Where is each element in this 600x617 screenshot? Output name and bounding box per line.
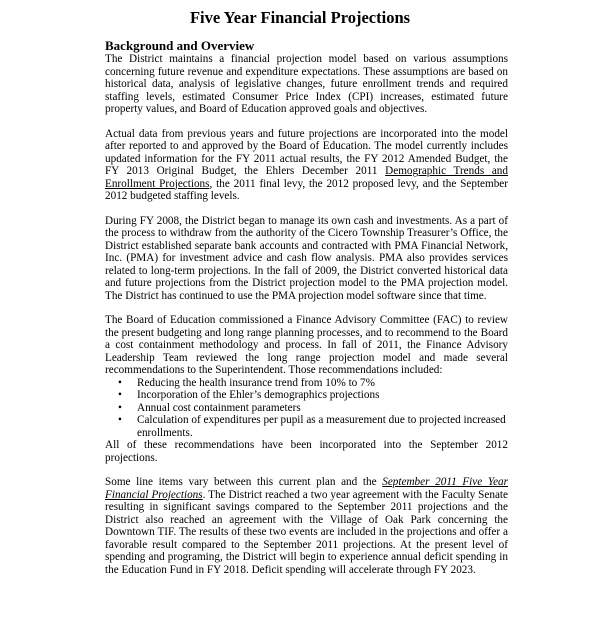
document-body (105, 38, 508, 588)
paragraph-fac (105, 314, 508, 377)
september-2011-projections-link[interactable]: September 2011 Five Year Financial Projections (105, 476, 508, 501)
paragraph-assumptions (105, 53, 508, 116)
document-title: Five Year Financial Projections (189, 8, 411, 27)
list-item: • Annual cost containment parameters (105, 402, 508, 415)
list-item: • Calculation of expenditures per pupil as a measurement due to projected increased enrollments. (105, 414, 508, 439)
paragraph-fac-text: The Board of Education commissioned a Finance Advisory Committee (FAC) to review the present budgeting and long range planning processes, and to recommend to the Board a cost containment methodology and process. In fall of 2011, the Finance Advisory Leadership Team reviewed the long range projection model and made several recommendations to the Superintendent. Those recommendations included: (105, 314, 508, 376)
recommendations-list (105, 377, 508, 440)
paragraph-line-items-text-a: Some line items vary between this current plan and the (105, 476, 383, 488)
paragraph-line-items (105, 476, 508, 576)
paragraph-assumptions-text: The District maintains a financial projection model based on various assumptions concerning future revenue and expenditure expectations. These assumptions are based on historical data, analysis of legislative changes, future enrollment trends and required staffing levels, estimated Consumer Price Index (CPI) increases, estimated future property values, and Board of Education approved goals and objectives. (105, 53, 508, 115)
paragraph-actual-data (105, 128, 508, 203)
paragraph-cash-management (105, 215, 508, 303)
paragraph-incorporated (105, 439, 508, 464)
paragraph-incorporated-text: All of these recommendations have been incorporated into the September 2012 projections. (105, 439, 508, 464)
list-item: • Reducing the health insurance trend from 10% to 7% (105, 377, 508, 390)
section-heading: Background and Overview (105, 38, 255, 53)
paragraph-line-items-text-b: . The District reached a two year agreement with the Faculty Senate resulting in significant savings compared to the September 2011 projections and the District also reached an agreement with the Village of Oak Park concerning the Downtown TIF. The results of these two events are included in the projections and offer a favorable result compared to the September 2011 projections. At the present level of spending and programing, the District will begin to experience annual deficit spending in the Education Fund in FY 2018. Deficit spending will accelerate through FY 2023. (105, 488, 508, 576)
paragraph-cash-management-text: During FY 2008, the District began to manage its own cash and investments. As a part of the process to withdraw from the authority of the Cicero Township Treasurer’s Office, the District established separate bank accounts and contracted with PMA Financial Network, Inc. (PMA) for investment advice and cash flow analysis. PMA also provides services related to long-term projections. In the fall of 2009, the District converted historical data and future projections from the District projection model to the PMA projection model. The District has continued to use the PMA projection model software since that time. (105, 214, 508, 302)
demographic-trends-link[interactable]: Demographic Trends and Enrollment Projections (105, 165, 508, 190)
paragraph-actual-data-text-b: , the 2011 final levy, the 2012 proposed levy, and the September 2012 budgeted staffing levels. (105, 177, 509, 202)
paragraph-actual-data-text-a: Actual data from previous years and future projections are incorporated into the model after reported to and approved by the Board of Education. The model currently includes updated information for the FY 2011 actual results, the FY 2012 Amended Budget, the FY 2013 Original Budget, the Ehlers December 2011 (105, 127, 508, 177)
list-item: • Incorporation of the Ehler’s demographics projections (105, 389, 508, 402)
